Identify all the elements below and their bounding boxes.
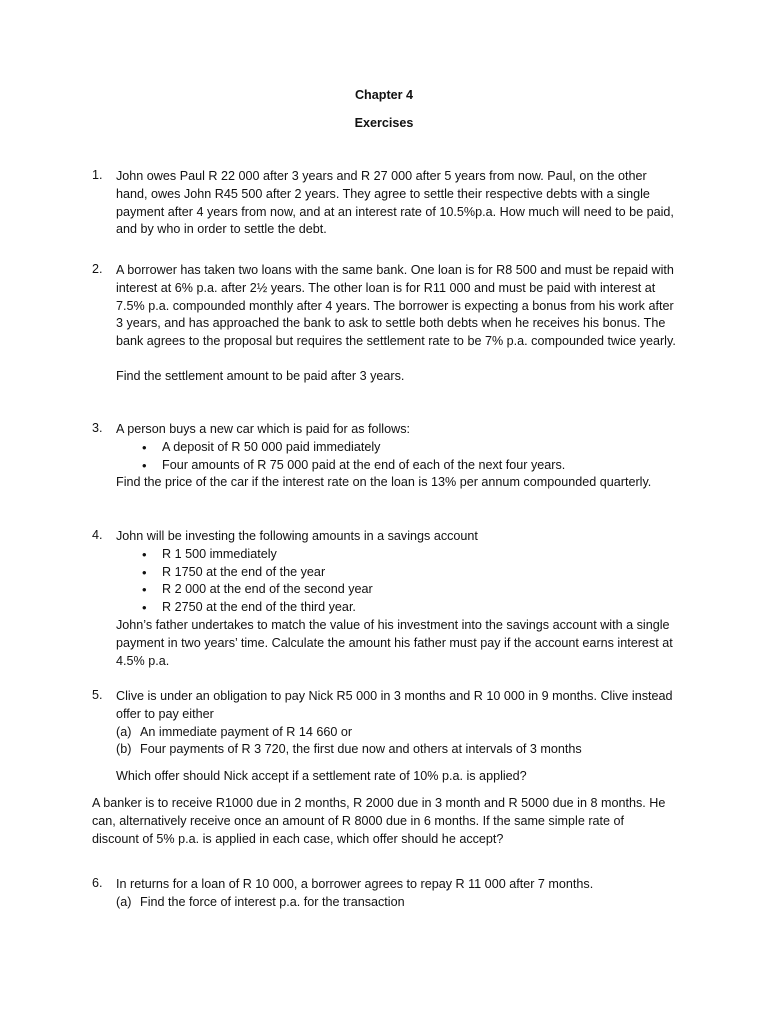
exercise-number: 5. [92,688,103,702]
bullet-list [116,546,676,617]
exercise-question: Find the settlement amount to be paid after 3 years. [116,368,405,383]
list-item: • R 2750 at the end of the third year. [116,599,676,617]
list-item: • A deposit of R 50 000 paid immediately [116,439,676,457]
exercise-intro: John will be investing the following amounts in a savings account [116,529,478,543]
option-a [116,894,676,912]
exercise-intro: Clive is under an obligation to pay Nick R5 000 in 3 months and R 10 000 in 9 months. Clive instead offer to pay either [116,689,673,721]
section-title: Exercises [354,116,414,130]
exercise-intro: A person buys a new car which is paid for as follows: [116,422,410,436]
option-text: Four payments of R 3 720, the first due now and others at intervals of 3 months [140,742,582,757]
option-text: Find the force of interest p.a. for the transaction [140,894,405,909]
exercise-number: 2. [92,262,103,276]
exercise-question: John’s father undertakes to match the value of his investment into the savings account with a single payment in two years’ time. Calculate the amount his father must pay if the account earns interest at 4.5% p.a. [116,617,673,668]
option-label: (a) [116,724,132,739]
exercise-question: Find the price of the car if the interest rate on the loan is 13% per annum compounded quarterly. [116,475,652,490]
option-label: (a) [116,894,132,909]
option-label: (b) [116,742,132,757]
list-item: • R 1 500 immediately [116,546,676,564]
option-b [116,741,676,759]
exercise-text: A borrower has taken two loans with the same bank. One loan is for R8 500 and must be repaid with interest at 6% p.a. after 2½ years. The other loan is for R11 000 and must be paid with interest at 7.5% p.a. compounded monthly after 4 years. The borrower is expecting a bonus from his work after 3 years, and has approached the bank to ask to settle both debts when he receives his bonus. The bank agrees to the proposal but requires the settlement rate to be 7% p.a. compounded twice yearly. [116,263,676,349]
exercise-question: Which offer should Nick accept if a settlement rate of 10% p.a. is applied? [116,769,527,784]
option-a [116,724,676,742]
exercise-number: 3. [92,421,103,435]
exercise-intro: In returns for a loan of R 10 000, a borrower agrees to repay R 11 000 after 7 months. [116,877,594,891]
exercise-text: John owes Paul R 22 000 after 3 years and R 27 000 after 5 years from now. Paul, on the other hand, owes John R45 500 after 2 years. They agree to settle their respective debts with a single payment after 4 years from now, and at an interest rate of 10.5%p.a. How much will need to be paid, and by who in order to settle the debt. [116,169,674,237]
exercise-number: 1. [92,168,103,182]
banker-problem [92,795,672,848]
chapter-title: Chapter 4 [354,88,414,102]
option-text: An immediate payment of R 14 660 or [140,724,353,739]
list-item: • R 1750 at the end of the year [116,564,676,582]
paragraph-text: A banker is to receive R1000 due in 2 months, R 2000 due in 3 month and R 5000 due in 8 months. He can, alternatively receive once an amount of R 8000 due in 6 months. If the same simple rate of discount of 5% p.a. is applied in each case, which offer should he accept? [92,796,666,846]
list-item: • Four amounts of R 75 000 paid at the end of each of the next four years. [116,457,676,475]
exercise-number: 4. [92,528,103,542]
bullet-list [116,439,676,475]
list-item: • R 2 000 at the end of the second year [116,581,676,599]
exercise-number: 6. [92,876,103,890]
